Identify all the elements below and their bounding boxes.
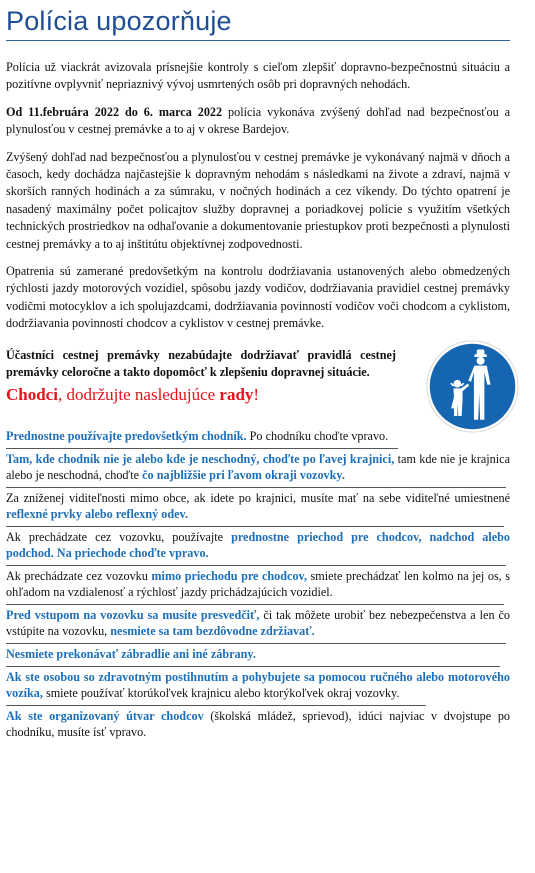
warning-block [6,347,510,425]
list-item [6,669,510,701]
divider [6,604,504,605]
divider [6,565,506,566]
tip-highlight: mimo priechodu pre chodcov, [151,568,308,583]
tip-highlight: Tam, kde chodník nie je alebo kde je neschodný, choďte po ľavej krajnici, [6,451,395,466]
pedestrian-sign-icon [425,339,520,434]
tip-text: Po chodníku choďte vpravo. [246,428,389,443]
article [6,0,510,740]
tip-text: (školská mládež, sprievod), idúci najviac v dvojstupe po chodníku, musíte ísť vpravo. [6,708,511,739]
dates-paragraph [6,104,510,139]
dates-text: polícia vykonáva zvýšený dohľad nad bezpečnosťou a plynulosťou v cestnej premávke a to aj v okrese Bardejov. [6,104,510,137]
divider [6,526,504,527]
tip-text: tam kde nie je krajnica alebo je neschodná, choďte [6,451,510,482]
tip-highlight: Nesmiete prekonávať zábradlie ani iné zábrany. [6,646,256,661]
tip-highlight: nesmiete sa tam bezdôvodne zdržiavať. [110,623,315,638]
tip-text: smiete prechádzať len kolmo na jej os, s ohľadom na vzdialenosť a rýchlosť jazdy prichádzajúcich vozidiel. [6,568,511,599]
tip-text: či tak môžete urobiť bez nebezpečenstva a len čo vstúpite na vozovku, [6,607,511,638]
list-item [6,708,510,740]
title-divider [6,40,510,41]
list-item [6,646,510,662]
tips-list [6,428,510,740]
page-title: Polícia upozorňuje [6,6,232,36]
measures-paragraph: Zvýšený dohľad nad bezpečnosťou a plynulosťou v cestnej premávke je vykonávaný najmä v dňoch a časoch, kedy dochádza najčastejšie k dopravným nehodám s následkami na živote a zdraví, najmä v skorších ranných hodinách a za súmraku, v nočných hodinách a cez víkendy. Do týchto opatrení je nasadený maximálny počet policajtov služby dopravnej a poriadkovej polície s využitím všetkých technických prostriedkov na odhaľovanie a dokumentovanie priestupkov proti bezpečnosti a plynulosti cestnej premávky a to aj inštitútu objektívnej zodpovednosti. [6,149,510,251]
list-item [6,490,510,522]
tip-highlight: reflexné prvky alebo reflexný odev. [6,506,189,521]
focus-paragraph: Opatrenia sú zamerané predovšetkým na kontrolu dodržiavania ustanovených alebo obmedzených rýchlosti jazdy motorových vozidiel, spôsobu jazdy vodičov, dodržiavania pravidiel cestnej premávky vodičmi motocyklov a ich spolujazdcami, dodržiavania povinností vodičov voči chodcom a cyklistom, dodržiavania povinností chodcov a cyklistov v cestnej premávke. [6,264,510,331]
tip-text: Ak prechádzate cez vozovku, používajte [6,529,232,544]
divider [6,643,506,644]
divider [6,666,500,667]
list-item [6,607,510,639]
tip-highlight: prednostne priechod pre chodcov, nadchod alebo podchod. Na priechode choďte vpravo. [6,529,510,560]
divider [6,487,506,488]
dates-highlight: Od 11.februára 2022 do 6. marca 2022 [6,104,223,119]
divider [6,705,426,706]
tip-highlight: čo najbližšie pri ľavom okraji vozovky. [142,467,345,482]
tip-highlight: Ak ste osobou so zdravotným postihnutím a pohybujete sa pomocou ručného alebo motorového vozíka, [6,669,510,700]
pedestrians-heading-text: , dodržujte nasledujúce [57,384,220,404]
tip-text: Za zníženej viditeľnosti mimo obce, ak idete po krajnici, musíte mať na sebe viditeľné umiestnené [6,490,510,505]
list-item [6,568,510,600]
list-item [6,529,510,561]
pedestrians-heading-end: ! [253,384,260,404]
tips-word: rady [219,384,254,404]
tip-highlight: Pred vstupom na vozovku sa musíte presvedčiť, [6,607,260,622]
tip-highlight: Prednostne používajte predovšetkým chodník. [6,428,247,443]
warning-text: Účastníci cestnej premávky nezabúdajte dodržiavať pravidlá cestnej premávky celoročne a takto dopomôcť k zlepšeniu dopravnej situácie. [6,347,396,380]
tip-highlight: Ak ste organizovaný útvar chodcov [6,708,204,723]
intro-paragraph: Polícia už viackrát avizovala prísnejšie kontroly s cieľom zlepšiť dopravno-bezpečnostnú situáciu a pozitívne ovplyvniť nepriaznivý vývoj usmrtených osôb pri dopravných nehodách. [6,60,510,92]
list-item [6,451,510,483]
pedestrians-word: Chodci [6,384,58,404]
divider [6,448,398,449]
tip-text: smiete používať ktorúkoľvek krajnicu alebo ktorýkoľvek okraj vozovky. [42,685,400,700]
tip-text: Ak prechádzate cez vozovku [6,568,152,583]
